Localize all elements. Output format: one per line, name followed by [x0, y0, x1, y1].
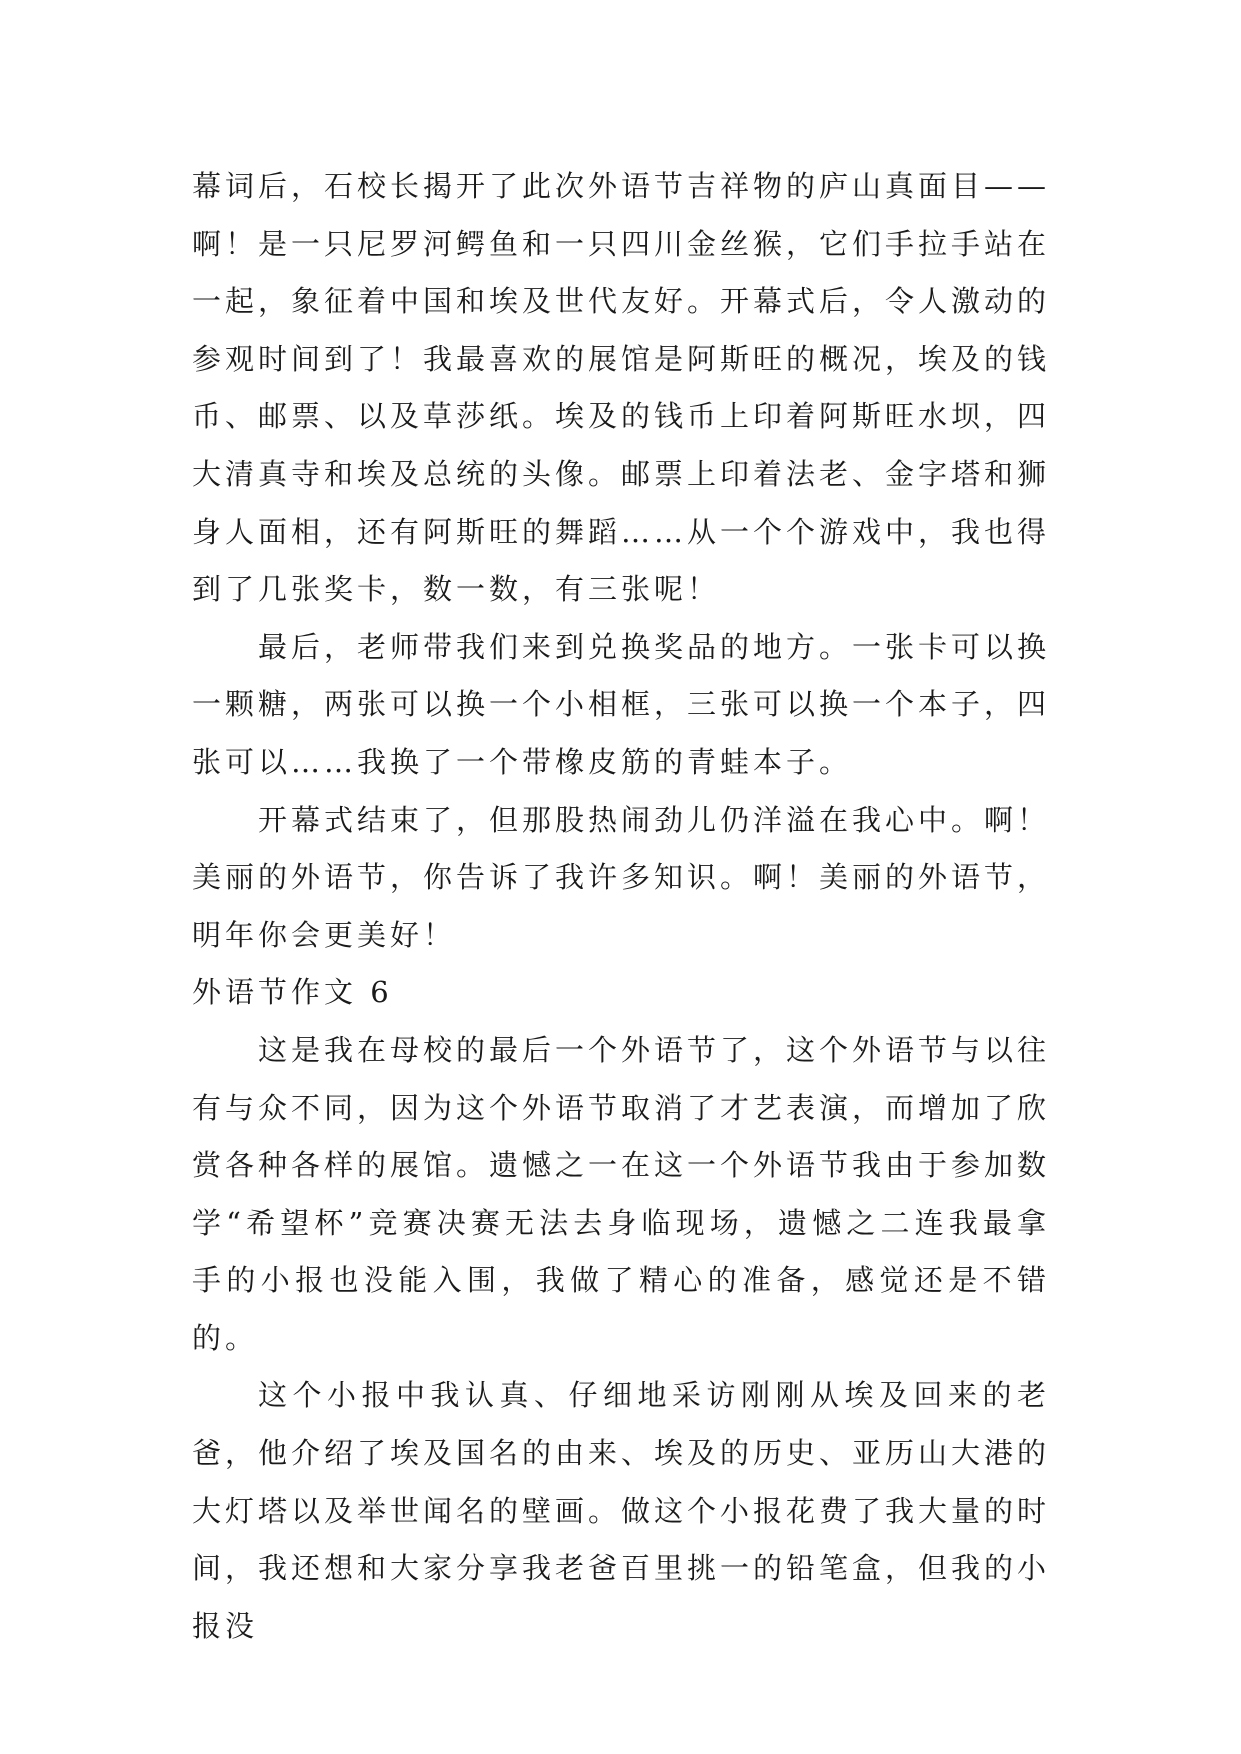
- paragraph-1: 幕词后，石校长揭开了此次外语节吉祥物的庐山真面目——啊！是一只尼罗河鳄鱼和一只四川金丝猴，它们手拉手站在一起，象征着中国和埃及世代友好。开幕式后，令人激动的参观时间到了！我最喜欢的展馆是阿斯旺的概况，埃及的钱币、邮票、以及草莎纸。埃及的钱币上印着阿斯旺水坝，四大清真寺和埃及总统的头像。邮票上印着法老、金字塔和狮身人面相，还有阿斯旺的舞蹈……从一个个游戏中，我也得到了几张奖卡，数一数，有三张呢！: [192, 169, 1051, 607]
- paragraph-2: 最后，老师带我们来到兑换奖品的地方。一张卡可以换一颗糖，两张可以换一个小相框，三张可以换一个本子，四张可以……我换了一个带橡皮筋的青蛙本子。: [192, 629, 1051, 779]
- document-body: [192, 158, 1050, 1655]
- paragraph-4: 这是我在母校的最后一个外语节了，这个外语节与以往有与众不同，因为这个外语节取消了才艺表演，而增加了欣赏各种各样的展馆。遗憾之一在这一个外语节我由于参加数学“希望杯”竞赛决赛无法去身临现场，遗憾之二连我最拿手的小报也没能入围，我做了精心的准备，感觉还是不错的。: [192, 1032, 1051, 1355]
- paragraph-3: 开幕式结束了，但那股热闹劲儿仍洋溢在我心中。啊！美丽的外语节，你告诉了我许多知识。啊！美丽的外语节，明年你会更美好！: [192, 802, 1051, 952]
- section-title: 外语节作文 6: [192, 975, 393, 1010]
- paragraph-5: 这个小报中我认真、仔细地采访刚刚从埃及回来的老爸，他介绍了埃及国名的由来、埃及的历史、亚历山大港的大灯塔以及举世闻名的壁画。做这个小报花费了我大量的时间，我还想和大家分享我老爸百里挑一的铅笔盒，但我的小报没: [192, 1378, 1051, 1643]
